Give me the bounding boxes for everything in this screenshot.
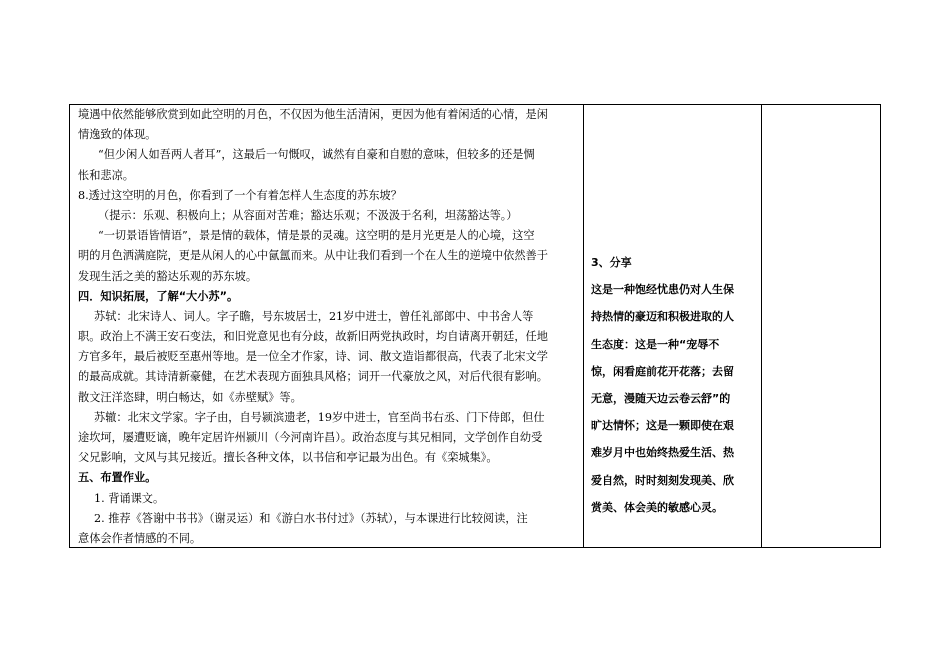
text-line: 苏轼：北宋诗人、词人。字子瞻，号东坡居士，21岁中进士，曾任礼部郎中、中书舍人等 [94,309,534,323]
sharing-line: 生态度：这是一种“宠辱不 [591,337,720,351]
text-line: 方官多年，最后被贬至惠州等地。是一位全才作家，诗、词、散文造诣都很高，代表了北宋文学 [78,350,548,364]
text-line: 的最高成就。其诗清新豪健，在艺术表现方面独具风格；词开一代豪放之风，对后代很有影响。 [78,370,548,384]
sharing-line: 无意，漫随天边云卷云舒”的 [591,391,731,405]
column-divider [583,105,584,547]
sharing-line: 赏美、体会美的敏感心灵。 [591,500,723,514]
text-line: 途坎坷，屡遭贬谪，晚年定居许州颍川（今河南许昌）。政治态度与其兄相同，文学创作自幼受 [78,431,543,444]
text-line: 父兄影响，文风与其兄接近。擅长各种文体，以书信和亭记最为出色。有《栾城集》。 [78,451,498,465]
homework-item-1: 1. 背诵课文。 [94,491,165,505]
sharing-line: 这是一种饱经忧患仍对人生保 [591,283,734,297]
hint-line: （提示：乐观、积极向上；从容面对苦难；豁达乐观；不汲汲于名利，坦荡豁达等。） [98,208,518,222]
sharing-heading: 3、分享 [591,256,632,269]
text-line: 情逸致的体现。 [78,128,157,142]
sharing-line: 惊，闲看庭前花开花落；去留 [591,364,734,378]
sharing-line: 旷达情怀；这是一颗即使在艰 [591,419,734,433]
text-line: 苏辙：北宋文学家。字子由，自号颍滨遗老，19岁中进士，官至尚书右丞、门下侍郎，但仕 [94,410,545,424]
column-divider [761,105,762,547]
sharing-line: 难岁月中也始终热爱生活、热 [591,446,734,460]
sharing-line: 爱自然，时时刻刻发现美、欣 [591,473,734,487]
text-line: “一切景语皆情语”，景是情的载体，情是景的灵魂。这空明的是月光更是人的心境，这空 [98,229,535,243]
lesson-plan-table [69,104,881,548]
text-line: “但少闲人如吾两人者耳”，这最后一句慨叹，诚然有自豪和自慰的意味，但较多的还是惆 [98,148,535,162]
sharing-line: 持热情的豪迈和积极进取的人 [591,310,734,324]
text-line: 散文汪洋恣肆，明白畅达，如《赤壁赋》等。 [78,390,302,404]
homework-item-2: 2. 推荐《答谢中书书》（谢灵运）和《游白水书付过》（苏轼），与本课进行比较阅读，注 [94,511,528,525]
sharing-column [591,249,759,521]
text-line: 明的月色洒满庭院，更是从闲人的心中氤氲而来。从中让我们看到一个在人生的逆境中依然善于 [78,249,548,263]
text-line: 职。政治上不满王安石变法，和旧党意见也有分歧，故新旧两党执政时，均自请离开朝廷，任地 [78,330,548,344]
section-heading-4: 四．知识拓展，了解“大小苏”。 [78,289,239,303]
text-line: 意体会作者情感的不同。 [78,531,202,545]
question-8: 8.透过这空明的月色，你看到了一个有着怎样人生态度的苏东坡？ [78,188,402,202]
lesson-content-column [78,105,578,549]
text-line: 怅和悲凉。 [78,168,134,182]
section-heading-5: 五、布置作业。 [78,471,157,485]
text-line: 境遇中依然能够欣赏到如此空明的月色，不仅因为他生活清闲，更因为他有着闲适的心情，是闲 [78,108,548,121]
text-line: 发现生活之美的豁达乐观的苏东坡。 [78,269,258,283]
